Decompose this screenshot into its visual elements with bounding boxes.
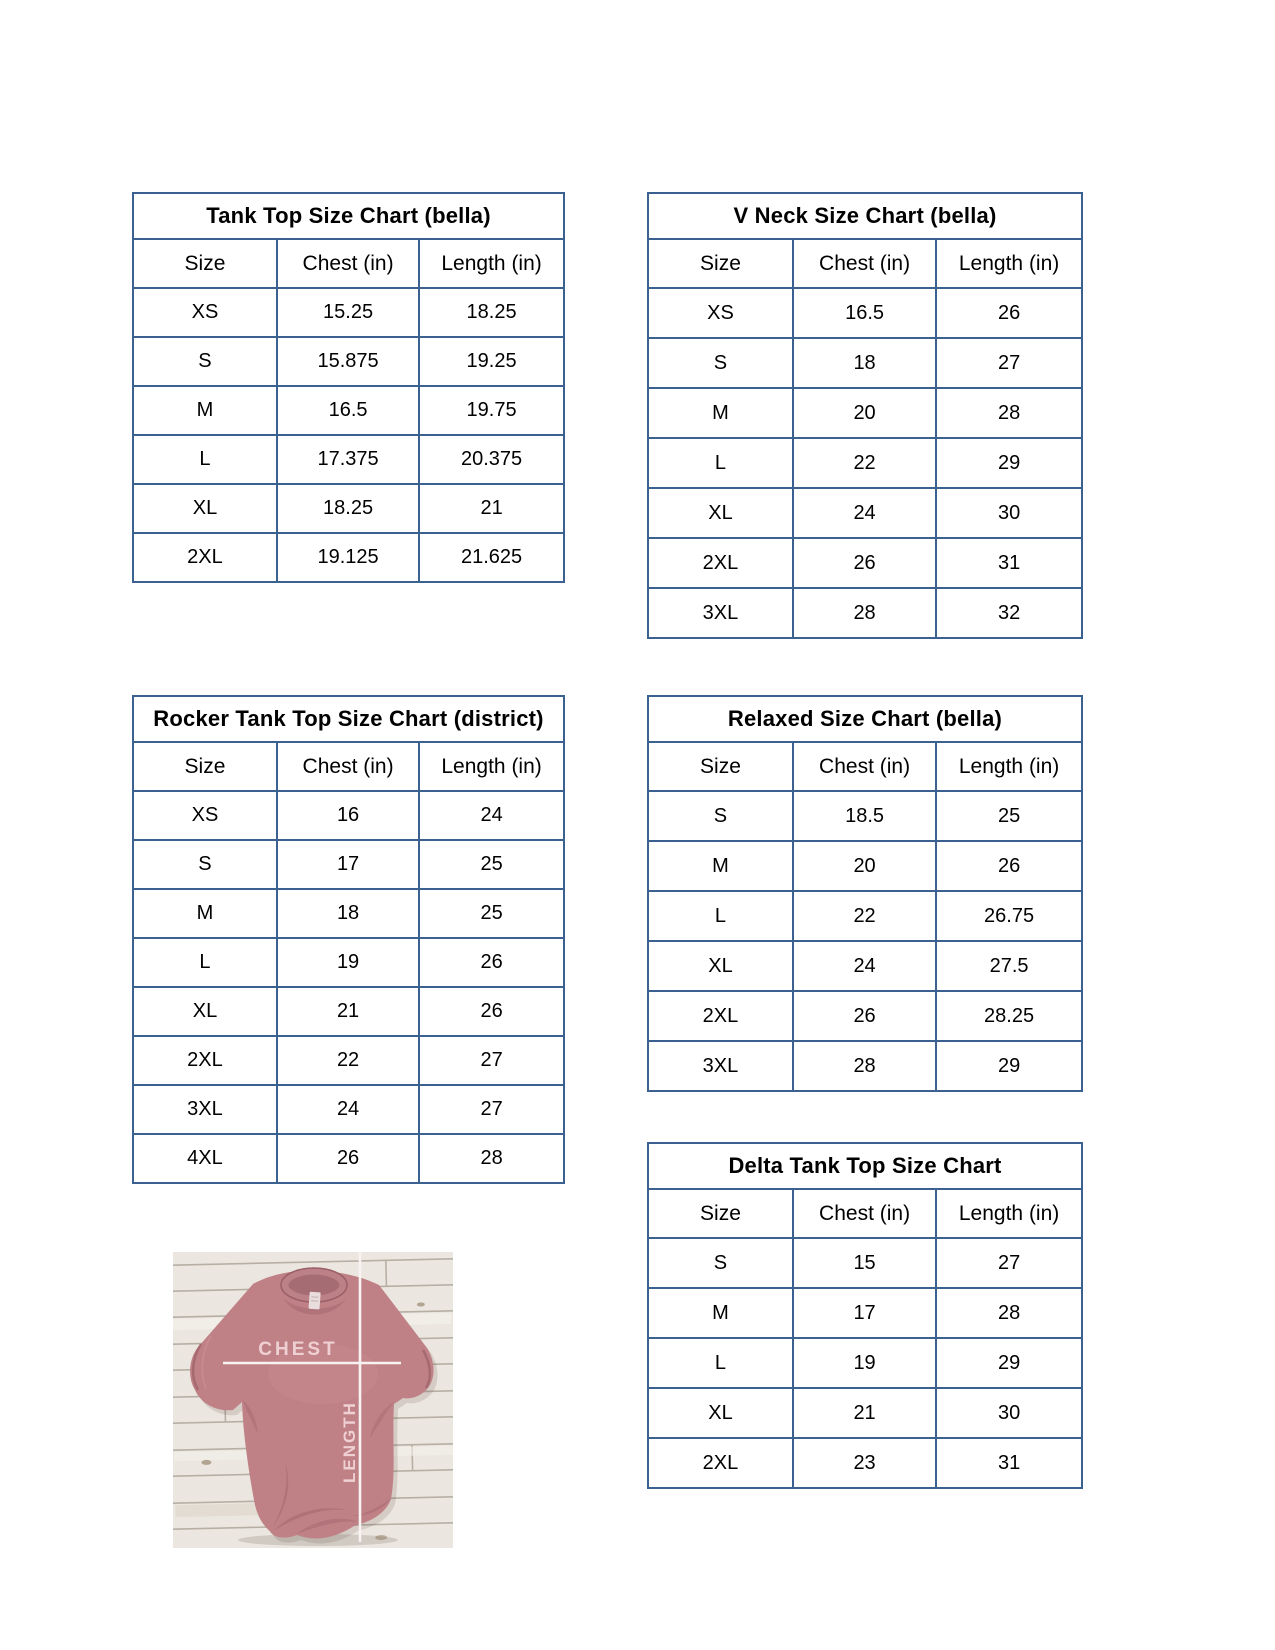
size-cell: 24: [793, 941, 936, 991]
size-row: [133, 386, 564, 435]
size-cell: 21.625: [419, 533, 564, 582]
length-label: LENGTH: [340, 1401, 359, 1483]
table-body: [133, 288, 564, 582]
column-header: Length (in): [419, 239, 564, 288]
size-cell: 16: [277, 791, 419, 840]
size-cell: 28: [936, 388, 1082, 438]
size-row: [648, 1041, 1082, 1091]
size-cell: 21: [419, 484, 564, 533]
size-row: [648, 941, 1082, 991]
size-cell: 31: [936, 538, 1082, 588]
table-title: Rocker Tank Top Size Chart (district): [133, 696, 564, 742]
shirt-measurement-photo: [173, 1252, 453, 1548]
size-row: [648, 438, 1082, 488]
title-row: [648, 193, 1082, 239]
size-cell: 17: [793, 1288, 936, 1338]
chest-label: CHEST: [258, 1339, 338, 1360]
size-cell: 16.5: [277, 386, 419, 435]
size-cell: 21: [793, 1388, 936, 1438]
column-header: Length (in): [419, 742, 564, 791]
size-cell: 18.5: [793, 791, 936, 841]
size-cell: 21: [277, 987, 419, 1036]
size-row: [133, 288, 564, 337]
table-title: V Neck Size Chart (bella): [648, 193, 1082, 239]
size-cell: 18: [793, 338, 936, 388]
size-cell: 2XL: [133, 533, 277, 582]
size-cell: 3XL: [648, 588, 793, 638]
table-body: [648, 791, 1082, 1091]
size-cell: 26.75: [936, 891, 1082, 941]
size-cell: 22: [793, 891, 936, 941]
column-header: Chest (in): [793, 239, 936, 288]
size-cell: 18.25: [419, 288, 564, 337]
size-cell: 19.125: [277, 533, 419, 582]
size-cell: 4XL: [133, 1134, 277, 1183]
size-cell: 24: [277, 1085, 419, 1134]
size-row: [648, 1238, 1082, 1288]
title-row: [133, 696, 564, 742]
size-cell: 24: [419, 791, 564, 840]
size-row: [648, 891, 1082, 941]
size-row: [133, 1134, 564, 1183]
size-cell: 29: [936, 438, 1082, 488]
header-row: [133, 742, 564, 791]
size-cell: M: [648, 841, 793, 891]
size-cell: 22: [793, 438, 936, 488]
size-cell: L: [648, 1338, 793, 1388]
size-row: [648, 1338, 1082, 1388]
size-cell: 2XL: [648, 991, 793, 1041]
size-row: [648, 588, 1082, 638]
size-row: [648, 1438, 1082, 1488]
size-cell: XL: [648, 1388, 793, 1438]
size-cell: XL: [648, 488, 793, 538]
size-cell: XL: [648, 941, 793, 991]
size-cell: M: [648, 388, 793, 438]
size-cell: 20: [793, 388, 936, 438]
size-cell: 26: [419, 938, 564, 987]
table-body: [648, 1238, 1082, 1488]
size-cell: 28: [936, 1288, 1082, 1338]
relaxed-size-chart-table: [647, 695, 1083, 1092]
size-cell: 17.375: [277, 435, 419, 484]
size-cell: 15.875: [277, 337, 419, 386]
size-cell: 28: [793, 588, 936, 638]
size-cell: XS: [648, 288, 793, 338]
care-label: [309, 1292, 321, 1310]
size-cell: 27: [936, 338, 1082, 388]
size-row: [133, 840, 564, 889]
size-cell: 19: [277, 938, 419, 987]
table-title: Tank Top Size Chart (bella): [133, 193, 564, 239]
size-cell: 18: [277, 889, 419, 938]
size-cell: 26: [793, 991, 936, 1041]
size-cell: 27: [419, 1085, 564, 1134]
size-cell: M: [133, 386, 277, 435]
size-cell: 2XL: [648, 1438, 793, 1488]
header-row: [648, 742, 1082, 791]
size-row: [648, 488, 1082, 538]
size-cell: 29: [936, 1338, 1082, 1388]
size-row: [133, 938, 564, 987]
column-header: Length (in): [936, 742, 1082, 791]
size-cell: 29: [936, 1041, 1082, 1091]
size-cell: 28: [419, 1134, 564, 1183]
size-cell: S: [133, 840, 277, 889]
size-cell: 25: [419, 889, 564, 938]
size-cell: XS: [133, 288, 277, 337]
size-cell: XL: [133, 484, 277, 533]
size-cell: 31: [936, 1438, 1082, 1488]
size-cell: 26: [936, 288, 1082, 338]
size-cell: 25: [936, 791, 1082, 841]
size-row: [133, 1085, 564, 1134]
size-row: [133, 435, 564, 484]
column-header: Length (in): [936, 239, 1082, 288]
rocker-tank-top-size-chart-table: [132, 695, 565, 1184]
size-cell: 15.25: [277, 288, 419, 337]
size-row: [133, 484, 564, 533]
size-cell: 19: [793, 1338, 936, 1388]
title-row: [133, 193, 564, 239]
column-header: Size: [648, 742, 793, 791]
size-cell: S: [648, 1238, 793, 1288]
column-header: Chest (in): [793, 742, 936, 791]
size-cell: XS: [133, 791, 277, 840]
size-cell: 24: [793, 488, 936, 538]
size-cell: 20.375: [419, 435, 564, 484]
size-cell: L: [133, 435, 277, 484]
size-cell: 30: [936, 1388, 1082, 1438]
v-neck-size-chart-table: [647, 192, 1083, 639]
size-cell: 32: [936, 588, 1082, 638]
size-cell: 27: [936, 1238, 1082, 1288]
size-cell: S: [133, 337, 277, 386]
size-row: [133, 337, 564, 386]
size-cell: 30: [936, 488, 1082, 538]
size-cell: S: [648, 338, 793, 388]
header-row: [648, 239, 1082, 288]
size-cell: 15: [793, 1238, 936, 1288]
size-row: [133, 791, 564, 840]
size-row: [648, 338, 1082, 388]
size-cell: 19.25: [419, 337, 564, 386]
column-header: Chest (in): [277, 239, 419, 288]
size-cell: L: [648, 438, 793, 488]
size-row: [648, 288, 1082, 338]
size-cell: 23: [793, 1438, 936, 1488]
column-header: Size: [648, 239, 793, 288]
tank-top-size-chart-table: [132, 192, 565, 583]
size-cell: 18.25: [277, 484, 419, 533]
table-title: Relaxed Size Chart (bella): [648, 696, 1082, 742]
column-header: Chest (in): [277, 742, 419, 791]
size-cell: 27.5: [936, 941, 1082, 991]
column-header: Size: [648, 1189, 793, 1238]
size-cell: 26: [277, 1134, 419, 1183]
header-row: [648, 1189, 1082, 1238]
table-body: [133, 791, 564, 1183]
size-row: [648, 791, 1082, 841]
table-title: Delta Tank Top Size Chart: [648, 1143, 1082, 1189]
size-cell: 17: [277, 840, 419, 889]
size-cell: 2XL: [648, 538, 793, 588]
title-row: [648, 1143, 1082, 1189]
size-cell: M: [648, 1288, 793, 1338]
size-cell: 26: [936, 841, 1082, 891]
header-row: [133, 239, 564, 288]
size-cell: 19.75: [419, 386, 564, 435]
size-cell: 20: [793, 841, 936, 891]
size-row: [648, 991, 1082, 1041]
column-header: Size: [133, 742, 277, 791]
size-row: [133, 987, 564, 1036]
column-header: Size: [133, 239, 277, 288]
size-cell: M: [133, 889, 277, 938]
size-row: [648, 1388, 1082, 1438]
size-cell: S: [648, 791, 793, 841]
delta-tank-top-size-chart-table: [647, 1142, 1083, 1489]
title-row: [648, 696, 1082, 742]
size-row: [648, 388, 1082, 438]
shirt-photo-graphic: [173, 1252, 453, 1548]
size-cell: 2XL: [133, 1036, 277, 1085]
column-header: Length (in): [936, 1189, 1082, 1238]
size-row: [648, 841, 1082, 891]
size-cell: 25: [419, 840, 564, 889]
size-cell: 28.25: [936, 991, 1082, 1041]
size-cell: L: [648, 891, 793, 941]
table-body: [648, 288, 1082, 638]
size-cell: L: [133, 938, 277, 987]
size-cell: 22: [277, 1036, 419, 1085]
size-row: [133, 533, 564, 582]
column-header: Chest (in): [793, 1189, 936, 1238]
size-cell: 28: [793, 1041, 936, 1091]
size-cell: 26: [793, 538, 936, 588]
size-cell: XL: [133, 987, 277, 1036]
size-cell: 16.5: [793, 288, 936, 338]
size-row: [133, 889, 564, 938]
size-cell: 3XL: [648, 1041, 793, 1091]
size-row: [133, 1036, 564, 1085]
size-row: [648, 538, 1082, 588]
size-row: [648, 1288, 1082, 1338]
size-cell: 26: [419, 987, 564, 1036]
size-cell: 27: [419, 1036, 564, 1085]
size-cell: 3XL: [133, 1085, 277, 1134]
